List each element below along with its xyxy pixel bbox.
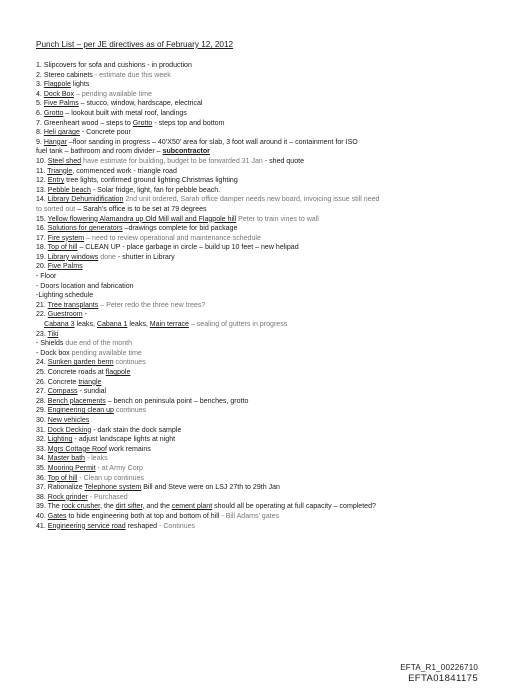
list-item-text: 13. <box>36 186 48 194</box>
list-item-text: - Bill Adams’ gates <box>219 512 280 520</box>
list-item-text: Five Palms <box>47 263 83 271</box>
list-item <box>36 282 476 292</box>
punch-list <box>36 61 476 531</box>
list-item <box>36 186 476 196</box>
list-item <box>36 310 476 320</box>
list-item-text: - Dock box <box>36 349 70 357</box>
list-item-text: reshaped <box>125 522 158 530</box>
list-item-text: - sundial <box>77 388 107 396</box>
list-item-text: to sorted out <box>36 205 76 213</box>
list-item-text: Bench placements <box>47 397 106 405</box>
list-item <box>36 147 476 157</box>
list-item <box>36 330 476 340</box>
list-item <box>36 483 476 493</box>
list-item-text: cement plant <box>171 503 213 511</box>
list-item-text: 20. <box>36 263 48 271</box>
list-item-text: 41. <box>36 522 48 530</box>
document-id: EFTA01841175 <box>408 673 478 684</box>
list-item-text: Sunken garden berm <box>47 359 114 367</box>
list-item-text: 9. <box>36 138 44 146</box>
list-item-text: – need to review operational and maintenance schedule <box>84 234 261 242</box>
list-item-text: due end of the month <box>63 340 132 348</box>
list-item-text: should all be operating at full capacity – completed? <box>212 503 376 511</box>
list-item-text: 40. <box>36 512 48 520</box>
list-item-text: –drawings complete for bid package <box>122 225 238 233</box>
list-item-text: Grotto <box>132 119 153 127</box>
list-item-text: 36. <box>36 474 48 482</box>
list-item-text: Entry <box>47 177 65 185</box>
list-item-text: 22. <box>36 311 48 319</box>
list-item-text: Compass <box>47 388 78 396</box>
list-item-text: pending available time <box>69 349 142 357</box>
list-item-text: 30. <box>36 416 48 424</box>
list-item-text: – pending available time <box>74 90 152 98</box>
list-item-text: 28. <box>36 397 48 405</box>
list-item-text: Guestroom <box>47 311 83 319</box>
list-item-text: - at Army Corp <box>95 464 143 472</box>
list-item-text: 21. <box>36 301 48 309</box>
list-item-text: 35. <box>36 464 48 472</box>
list-item-text: Mooring Permit <box>47 464 96 472</box>
list-item-text: - shed quote <box>262 157 304 165</box>
list-item <box>36 474 476 484</box>
list-item-text: 5. <box>36 100 44 108</box>
list-item <box>36 262 476 272</box>
list-item <box>36 445 476 455</box>
list-item-text: Pebble beach <box>47 186 91 194</box>
list-item-text: Fire system <box>47 234 85 242</box>
list-item-text: – sealing of gutters in progress <box>188 321 288 329</box>
list-item-text: Peter to train vines to wall <box>236 215 319 223</box>
list-item-text: 26. Concrete <box>36 378 79 386</box>
list-item-text: Five Palms <box>43 100 79 108</box>
list-item <box>36 128 476 138</box>
list-item-text: – CLEAN UP - place garbage in circle – build up 10 feet – new helipad <box>77 244 299 252</box>
list-item-text: leaks, <box>74 321 97 329</box>
list-item-text: 27. <box>36 388 48 396</box>
list-item-text: Master bath <box>47 455 85 463</box>
list-item-text: Dock Box <box>43 90 74 98</box>
list-item-text: – Sarah’s office is to be set at 79 degrees <box>75 205 207 213</box>
list-item <box>36 176 476 186</box>
list-item <box>36 426 476 436</box>
list-item-text: -Lighting schedule <box>36 292 94 300</box>
list-item-text: Gates <box>47 512 67 520</box>
list-item-text: tree lights, confirmed ground lighting Christmas lighting <box>64 177 238 185</box>
list-item-text: 39. The <box>36 503 62 511</box>
list-item-text: 2. Stereo cabinets <box>36 71 93 79</box>
list-item-text: 11. <box>36 167 48 175</box>
list-item-text: subcontractor <box>162 148 210 156</box>
list-item-text: - estimate due this week <box>92 71 171 79</box>
list-item <box>36 454 476 464</box>
list-item <box>36 435 476 445</box>
list-item <box>36 397 476 407</box>
list-item-text: 2nd unit ordered, Sarah office damper needs new board, invoicing issue still need <box>123 196 380 204</box>
list-item-text: Triangle <box>47 167 73 175</box>
list-item <box>36 138 476 148</box>
list-item <box>36 80 476 90</box>
list-item-text: 24. <box>36 359 48 367</box>
list-item-text: - dark stain the dock sample <box>91 426 182 434</box>
list-item-text: –floor sanding in progress – 40’X50’ area for slab, 3 foot wall around it – containment for ISO <box>66 138 358 146</box>
list-item-text: , commenced work - triangle road <box>72 167 177 175</box>
list-item <box>36 416 476 426</box>
list-item-text: 17. <box>36 234 48 242</box>
list-item-text: Bill and Steve were on LSJ 27th to 29th Jan <box>141 484 280 492</box>
list-item-text: 1. Slipcovers for sofa and cushions - in production <box>36 62 192 69</box>
list-item-text: have estimate for building, budget to be forwarded 31 Jan <box>81 157 263 165</box>
list-item <box>36 339 476 349</box>
list-item-text: - Continues <box>157 522 196 530</box>
list-item-text: 32. <box>36 436 48 444</box>
list-item-text: continues <box>113 359 146 367</box>
list-item <box>36 387 476 397</box>
list-item-text: Rock grinder <box>47 493 88 501</box>
list-item <box>36 234 476 244</box>
list-item-text: – lookout built with metal roof, landings <box>63 109 187 117</box>
list-item-text: - leaks <box>84 455 108 463</box>
list-item-text: - <box>82 311 87 319</box>
list-item-text: – bench on peninsula point – benches, grotto <box>105 397 249 405</box>
list-item-text: 33. <box>36 445 48 453</box>
list-item-text: Main terrace <box>149 321 189 329</box>
list-item-text: Tiki <box>47 330 59 338</box>
list-item-text: 10. <box>36 157 48 165</box>
list-item-text: Cabana 1 <box>96 321 128 329</box>
list-item-text: , the <box>100 503 116 511</box>
list-item-text: 37. Rationalize <box>36 484 85 492</box>
list-item-text: 12. <box>36 177 48 185</box>
list-item <box>36 71 476 81</box>
list-item-text: - shutter in Library <box>115 253 175 261</box>
list-item-text: – Peter redo the three new trees? <box>98 301 206 309</box>
document-page <box>36 40 476 531</box>
list-item-text: 15. <box>36 215 48 223</box>
list-item <box>36 378 476 388</box>
list-item <box>36 224 476 234</box>
list-item-text: 38. <box>36 493 48 501</box>
list-item <box>36 301 476 311</box>
list-item <box>36 464 476 474</box>
list-item-text: 29. <box>36 407 48 415</box>
list-item-text: Engineering clean up <box>47 407 114 415</box>
list-item <box>36 109 476 119</box>
list-item-text: 18. <box>36 244 48 252</box>
list-item <box>36 157 476 167</box>
list-item-text: Heli garage <box>43 129 80 137</box>
list-item <box>36 349 476 359</box>
list-item-text: leaks, <box>127 321 150 329</box>
list-item <box>36 195 476 205</box>
list-item <box>36 61 476 71</box>
list-item-text: Telephone system <box>84 484 142 492</box>
list-item-text: done <box>98 253 116 261</box>
list-item <box>36 358 476 368</box>
list-item-text: Tree transplants <box>47 301 99 309</box>
list-item <box>36 502 476 512</box>
list-item <box>36 243 476 253</box>
list-item-text: 7. Greenheart wood – steps to <box>36 119 133 127</box>
list-item-text: 3. <box>36 81 44 89</box>
list-item <box>36 291 476 301</box>
list-item-text: 23. <box>36 330 48 338</box>
list-item-text: Cabana 3 <box>44 321 75 329</box>
list-item-text: 8. <box>36 129 44 137</box>
list-item-text: Engineering service road <box>47 522 126 530</box>
list-item <box>36 368 476 378</box>
list-item-text: Lighting <box>47 436 73 444</box>
list-item-text: Grotto <box>43 109 64 117</box>
list-item-text: rock crusher <box>61 503 101 511</box>
list-item-text: Top of hill <box>47 474 78 482</box>
list-item-text: Dock Decking <box>47 426 92 434</box>
list-item-text: 6. <box>36 109 44 117</box>
list-item-text: 34. <box>36 455 48 463</box>
list-item-text: - Concrete pour <box>79 129 131 137</box>
list-item-text: 25. Concrete roads at <box>36 369 106 376</box>
list-item-text: - Solar fridge, light, fan for pebble beach. <box>90 186 221 194</box>
list-item-text: - Purchased <box>87 493 128 501</box>
list-item-text: , and the <box>142 503 172 511</box>
list-item-text: work remains <box>106 445 151 453</box>
list-item-text: - Shields <box>36 340 64 348</box>
list-item-text: fuel tank – bathroom and room divider – <box>36 148 163 156</box>
document-reference: EFTA_R1_00226710 <box>400 663 478 672</box>
list-item <box>36 90 476 100</box>
list-item-text: Library Dehumidification <box>47 196 124 204</box>
list-item-text: dirt sifter <box>115 503 143 511</box>
list-item-text: Solutions for generators <box>47 225 123 233</box>
list-item <box>36 253 476 263</box>
list-item-text: Flagpole <box>43 81 71 89</box>
list-item-text: - Floor <box>36 273 57 281</box>
list-item-text: – stucco, window, hardscape, electrical <box>78 100 203 108</box>
list-item <box>36 272 476 282</box>
list-item-text: - Doors location and fabrication <box>36 282 134 290</box>
list-item-text: triangle <box>78 378 102 386</box>
page-title: Punch List – per JE directives as of February 12, 2012 <box>36 40 234 49</box>
list-item-text: Top of hill <box>47 244 78 252</box>
list-item-text: Yellow flowering Alamandra up Old Mill wall and Flagpole hill <box>47 215 237 223</box>
list-item-text: Library windows <box>47 253 99 261</box>
list-item-text: to hide engineering both at top and bottom of hill <box>66 512 220 520</box>
list-item-text: - adjust landscape lights at night <box>72 436 176 444</box>
list-item <box>36 522 476 532</box>
list-item <box>36 119 476 129</box>
list-item-text: 19. <box>36 253 48 261</box>
list-item-text: 31. <box>36 426 48 434</box>
list-item <box>36 167 476 177</box>
list-item <box>36 406 476 416</box>
list-item-text: Hangar <box>43 138 67 146</box>
list-item-text: lights <box>70 81 90 89</box>
list-item-text: continues <box>113 407 147 415</box>
list-item <box>36 215 476 225</box>
list-item-text: 4. <box>36 90 44 98</box>
list-item-text: 14. <box>36 196 48 204</box>
list-item-text: Mgrs Cottage Roof <box>47 445 107 453</box>
list-item-text: 16. <box>36 225 48 233</box>
list-item-text: - Clean up continues <box>77 474 145 482</box>
list-item <box>36 320 476 330</box>
list-item <box>36 493 476 503</box>
list-item-text: - steps top and bottom <box>152 119 225 127</box>
list-item <box>36 205 476 215</box>
list-item <box>36 512 476 522</box>
list-item-text: Steel shed <box>47 157 82 165</box>
list-item-text: flagpole <box>105 369 131 376</box>
list-item <box>36 99 476 109</box>
list-item-text: New vehicles <box>47 416 90 424</box>
